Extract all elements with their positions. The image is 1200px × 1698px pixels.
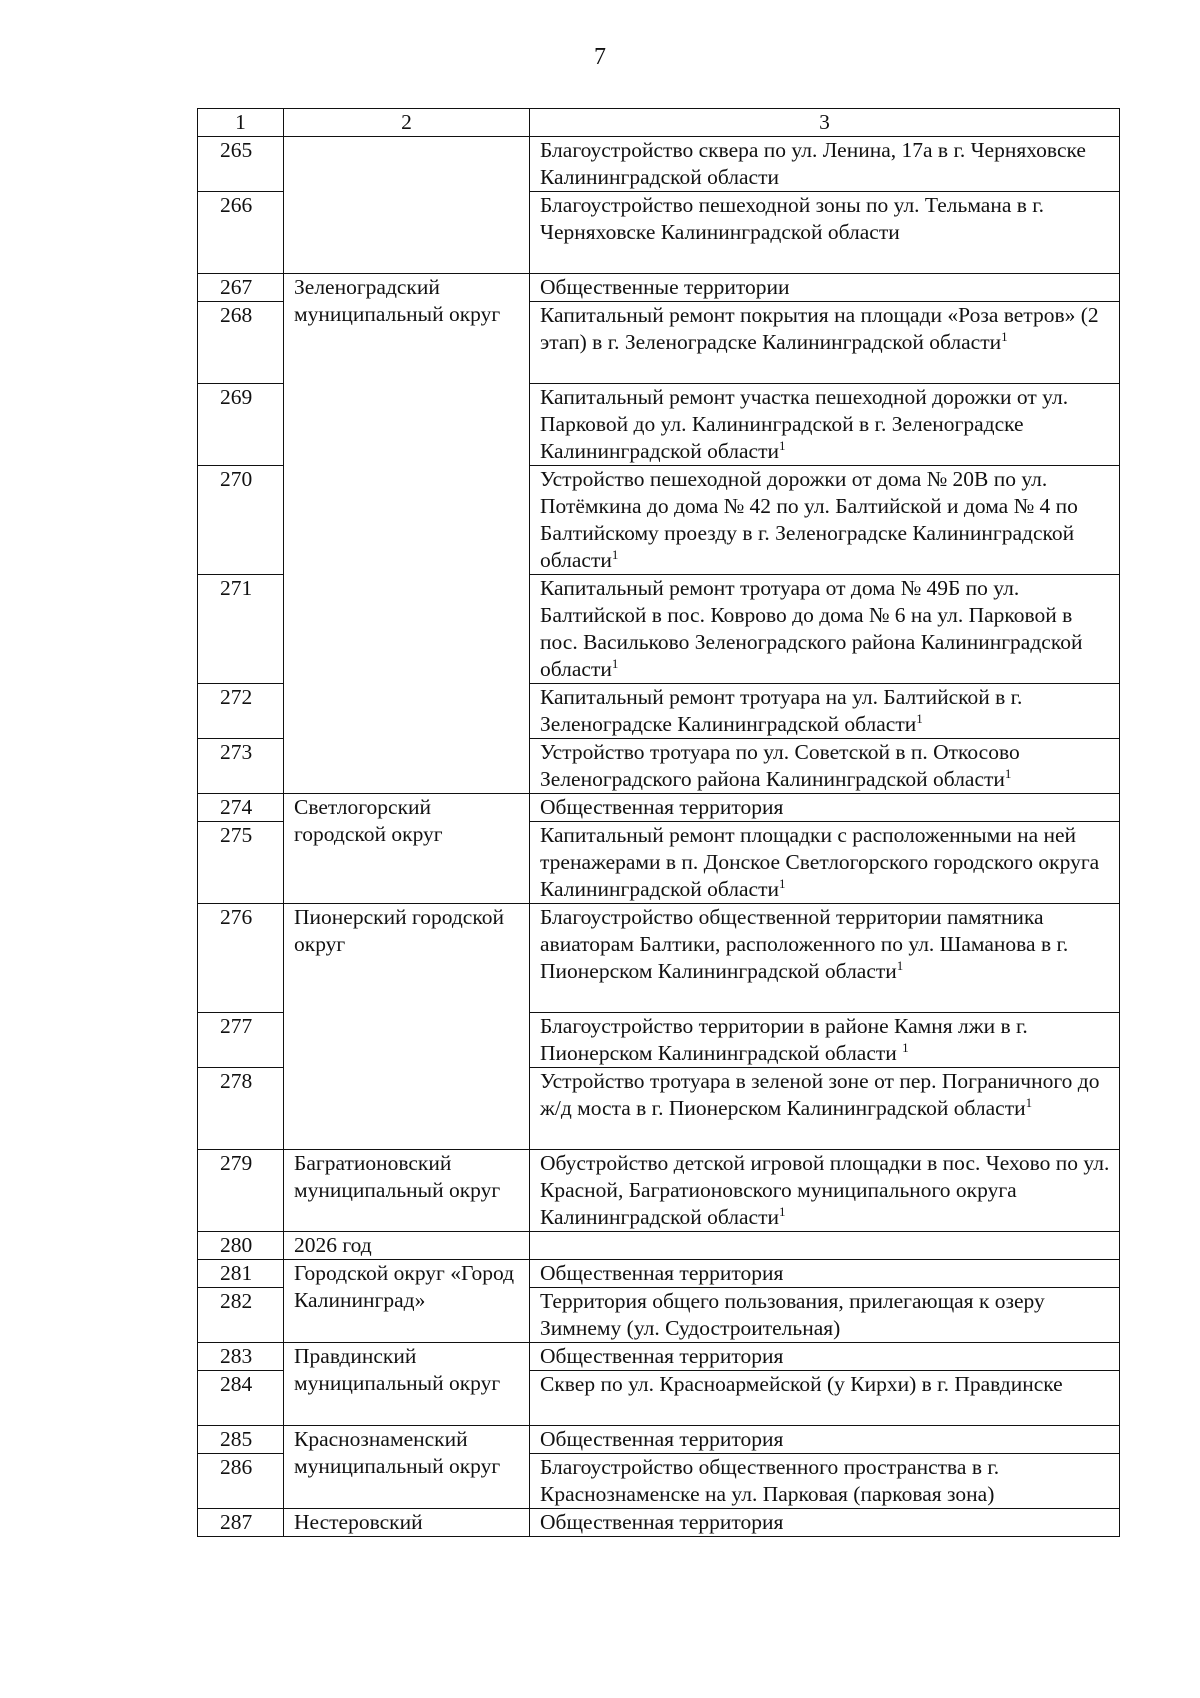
object-name: Сквер по ул. Красноармейской (у Кирхи) в г. Правдинске bbox=[530, 1371, 1120, 1426]
table-row bbox=[198, 137, 1120, 192]
object-name: Устройство тротуара в зеленой зоне от пер. Пограничного до ж/д моста в г. Пионерском Калининградской области$^1$ bbox=[530, 1068, 1120, 1150]
table-header-row bbox=[198, 109, 1120, 137]
page-number: 7 bbox=[594, 44, 606, 70]
object-name: Обустройство детской игровой площадки в пос. Чехово по ул. Красной, Багратионовского муниципального округа Калининградской области$^1$ bbox=[530, 1150, 1120, 1232]
row-number: 266 bbox=[198, 192, 284, 274]
district-cell: Зеленоградский муниципальный округ bbox=[284, 274, 530, 794]
footnote-mark: 1 bbox=[1025, 1094, 1033, 1110]
row-number: 285 bbox=[198, 1426, 284, 1454]
header-col-2: 2 bbox=[284, 109, 530, 137]
district-cell: Городской округ «Город Калининград» bbox=[284, 1260, 530, 1343]
row-number: 278 bbox=[198, 1068, 284, 1150]
table-row bbox=[198, 794, 1120, 822]
object-name: Общественные территории bbox=[530, 274, 1120, 302]
footnote-mark: 1 bbox=[779, 875, 786, 891]
object-name: Капитальный ремонт участка пешеходной дорожки от ул. Парковой до ул. Калининградской в г. Зеленоградске Калининградской области$^1$ bbox=[530, 384, 1120, 466]
object-name: Капитальный ремонт тротуара на ул. Балтийской в г. Зеленоградске Калининградской области$^1$ bbox=[530, 684, 1120, 739]
header-col-1: 1 bbox=[198, 109, 284, 137]
object-name: Капитальный ремонт площадки с расположенными на ней тренажерами в п. Донское Светлогорского городского округа Калининградской области$^1$ bbox=[530, 822, 1120, 904]
object-name: Общественная территория bbox=[530, 1426, 1120, 1454]
object-name: Благоустройство пешеходной зоны по ул. Тельмана в г. Черняховске Калининградской области bbox=[530, 192, 1120, 274]
object-name: Общественная территория bbox=[530, 1509, 1120, 1537]
row-number: 283 bbox=[198, 1343, 284, 1371]
district-cell: Правдинский муниципальный округ bbox=[284, 1343, 530, 1426]
footnote-mark: 1 bbox=[1004, 765, 1012, 781]
object-name: Общественная территория bbox=[530, 794, 1120, 822]
footnote-mark: 1 bbox=[916, 710, 923, 726]
row-number: 269 bbox=[198, 384, 284, 466]
row-number: 279 bbox=[198, 1150, 284, 1232]
row-number: 280 bbox=[198, 1232, 284, 1260]
district-cell: Пионерский городской округ bbox=[284, 904, 530, 1150]
header-col-3: 3 bbox=[530, 109, 1120, 137]
projects-table bbox=[197, 108, 1120, 1537]
object-name: Благоустройство общественной территории памятника авиаторам Балтики, расположенного по ул. Шаманова в г. Пионерском Калининградской области$^1$ bbox=[530, 904, 1120, 1013]
object-name: Общественная территория bbox=[530, 1343, 1120, 1371]
object-name: Благоустройство общественного пространства в г. Краснознаменске на ул. Парковая (парковая зона) bbox=[530, 1454, 1120, 1509]
object-name: Благоустройство сквера по ул. Ленина, 17а в г. Черняховске Калининградской области bbox=[530, 137, 1120, 192]
row-number: 271 bbox=[198, 575, 284, 684]
footnote-mark: 1 bbox=[779, 437, 786, 453]
year-cell: 2026 год bbox=[284, 1232, 530, 1260]
footnote-mark: 1 bbox=[1001, 328, 1008, 344]
table-row bbox=[198, 274, 1120, 302]
object-name: Капитальный ремонт тротуара от дома № 49Б по ул. Балтийской в пос. Коврово до дома № 6 на ул. Парковой в пос. Васильково Зеленоградского района Калининградской области$^1$ bbox=[530, 575, 1120, 684]
district-cell: Багратионовский муниципальный округ bbox=[284, 1150, 530, 1232]
row-number: 287 bbox=[198, 1509, 284, 1537]
row-number: 270 bbox=[198, 466, 284, 575]
footnote-mark: 1 bbox=[779, 1203, 786, 1219]
table-row bbox=[198, 1150, 1120, 1232]
row-number: 275 bbox=[198, 822, 284, 904]
table-row bbox=[198, 1509, 1120, 1537]
table-row bbox=[198, 1343, 1120, 1371]
row-number: 272 bbox=[198, 684, 284, 739]
district-cell: Краснознаменский муниципальный округ bbox=[284, 1426, 530, 1509]
district-cell: Светлогорский городской округ bbox=[284, 794, 530, 904]
table-row bbox=[198, 904, 1120, 1013]
table-row bbox=[198, 1260, 1120, 1288]
object-name: Благоустройство территории в районе Камня лжи в г. Пионерском Калининградской области $^1$ bbox=[530, 1013, 1120, 1068]
object-name: Устройство тротуара по ул. Советской в п. Откосово Зеленоградского района Калининградской области$^1$ bbox=[530, 739, 1120, 794]
row-number: 284 bbox=[198, 1371, 284, 1426]
object-name: Территория общего пользования, прилегающая к озеру Зимнему (ул. Судостроительная) bbox=[530, 1288, 1120, 1343]
row-number: 281 bbox=[198, 1260, 284, 1288]
row-number: 282 bbox=[198, 1288, 284, 1343]
row-number: 274 bbox=[198, 794, 284, 822]
row-number: 276 bbox=[198, 904, 284, 1013]
footnote-mark: 1 bbox=[896, 957, 904, 973]
footnote-mark: 1 bbox=[611, 655, 619, 671]
object-name: Устройство пешеходной дорожки от дома № 20В по ул. Потёмкина до дома № 42 по ул. Балтийской и дома № 4 по Балтийскому проезду в г. Зеленоградске Калининградской области$^1$ bbox=[530, 466, 1120, 575]
district-cell bbox=[284, 137, 530, 274]
row-number: 268 bbox=[198, 302, 284, 384]
row-number: 265 bbox=[198, 137, 284, 192]
row-number: 273 bbox=[198, 739, 284, 794]
row-number: 277 bbox=[198, 1013, 284, 1068]
row-number: 286 bbox=[198, 1454, 284, 1509]
footnote-mark: 1 bbox=[902, 1039, 909, 1055]
object-name: Общественная территория bbox=[530, 1260, 1120, 1288]
object-name bbox=[530, 1232, 1120, 1260]
table-row bbox=[198, 1426, 1120, 1454]
table-row bbox=[198, 1232, 1120, 1260]
district-cell: Нестеровский bbox=[284, 1509, 530, 1537]
footnote-mark: 1 bbox=[611, 546, 619, 562]
object-name: Капитальный ремонт покрытия на площади «Роза ветров» (2 этап) в г. Зеленоградске Калининградской области$^1$ bbox=[530, 302, 1120, 384]
row-number: 267 bbox=[198, 274, 284, 302]
